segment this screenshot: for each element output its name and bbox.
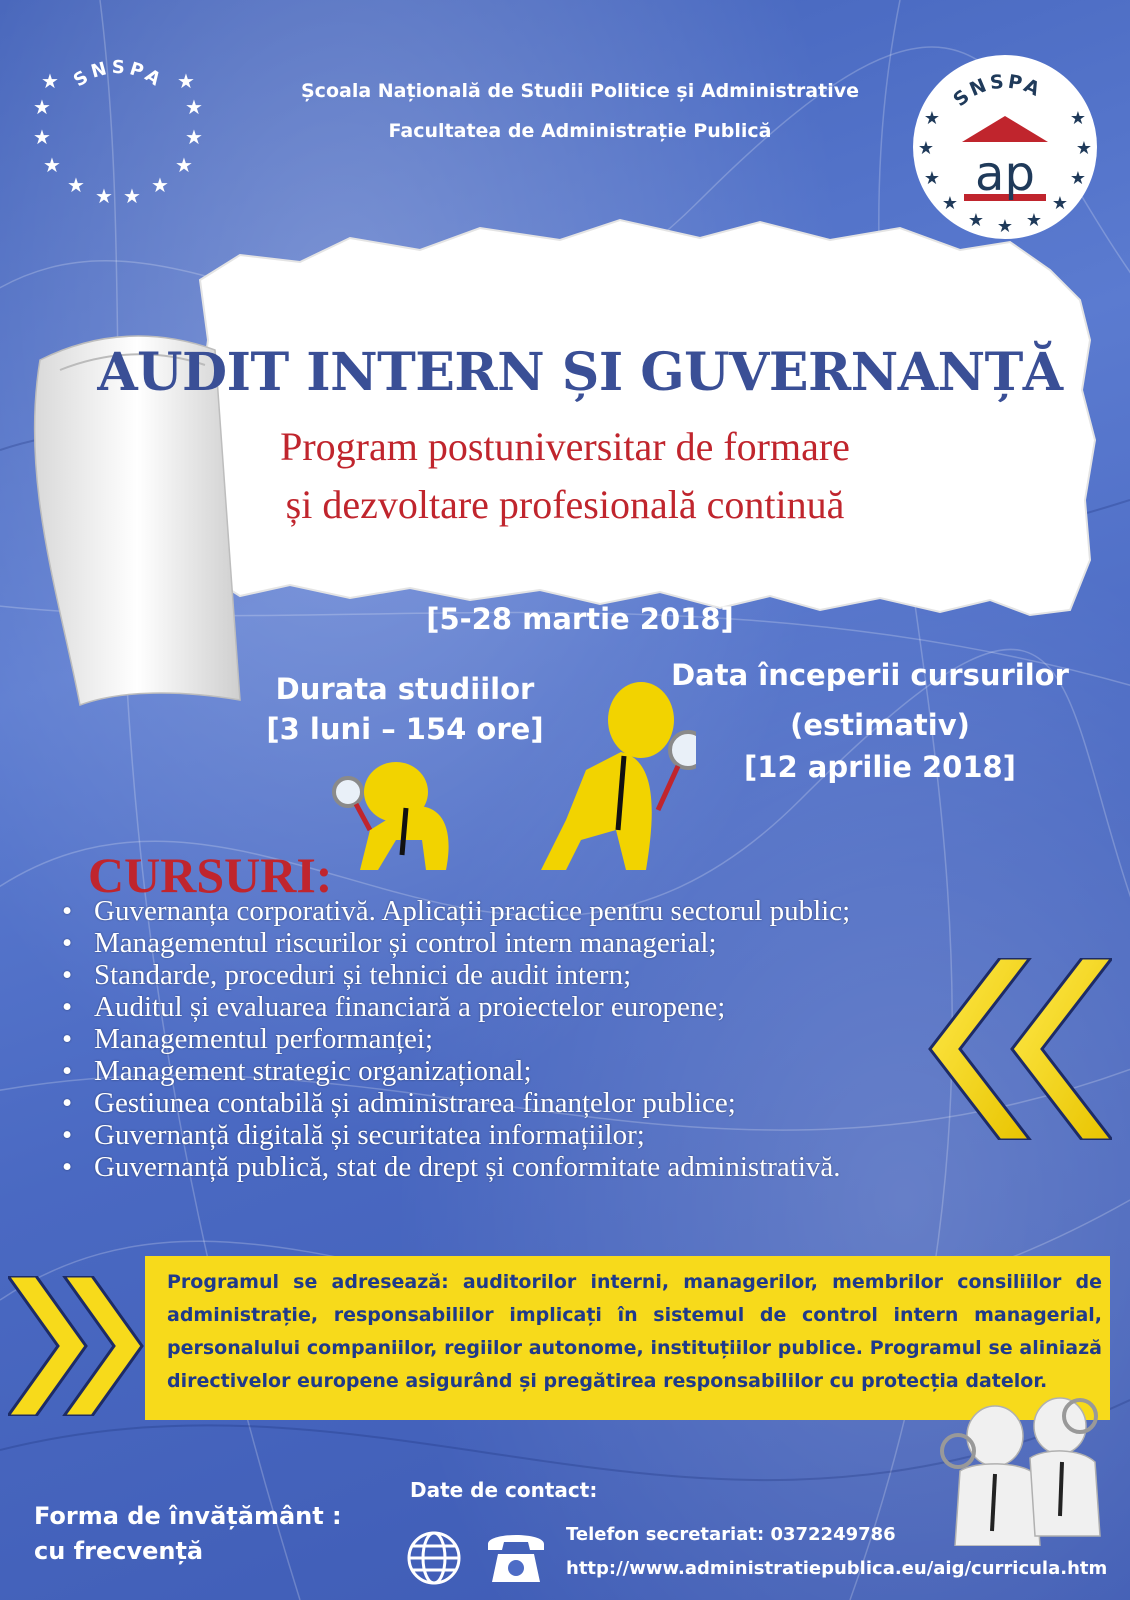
- globe-icon: [406, 1530, 462, 1586]
- figure-large-icon: [541, 682, 696, 870]
- svg-text:★: ★: [1069, 168, 1087, 189]
- course-item: • Auditul și evaluarea financiară a proiectelor europene;: [62, 991, 726, 1023]
- chevrons-left-decoration-icon: [912, 958, 1112, 1140]
- svg-text:★: ★: [123, 184, 141, 208]
- figure-small-icon: [334, 762, 449, 870]
- start-date-value: [12 aprilie 2018]: [744, 750, 1016, 784]
- svg-text:★: ★: [95, 184, 113, 208]
- contact-heading: Date de contact:: [410, 1478, 598, 1502]
- svg-text:★: ★: [185, 95, 203, 119]
- audience-text: Programul se adresează: auditorilor interni, managerilor, membrilor consiliilor de administrație, responsabililor implicați în sistemul de control intern managerial, personalului companiilor, regiilor autonome, instituțiilor publice. Programul se aliniază directivelor europene asigurând și pregătirea responsabililor cu protecția datelor.: [167, 1271, 1102, 1392]
- svg-text:★: ★: [1075, 138, 1093, 159]
- duration-value: [3 luni – 154 ore]: [266, 712, 544, 746]
- svg-text:SNSPA: SNSPA: [69, 56, 168, 93]
- logo-left: [28, 40, 208, 220]
- svg-text:★: ★: [1051, 193, 1069, 214]
- svg-text:★: ★: [923, 168, 941, 189]
- snspa-ap-logo-icon: [912, 54, 1098, 240]
- subtitle-line-2: și dezvoltare profesională continuă: [285, 482, 845, 527]
- phone-icon: [484, 1526, 548, 1586]
- svg-text:★: ★: [175, 153, 193, 177]
- svg-text:★: ★: [43, 153, 61, 177]
- institution-name: Școala Națională de Studii Politice și Administrative: [301, 80, 859, 102]
- svg-text:★: ★: [151, 173, 169, 197]
- svg-text:★: ★: [41, 69, 59, 93]
- course-item: • Standarde, proceduri și tehnici de audit intern;: [62, 959, 632, 991]
- svg-text:★: ★: [941, 193, 959, 214]
- course-item: • Gestiunea contabilă și administrarea finanțelor publice;: [62, 1087, 736, 1119]
- svg-text:★: ★: [923, 108, 941, 129]
- website-link[interactable]: http://www.administratiepublica.eu/aig/curricula.htm: [566, 1558, 1108, 1579]
- course-item: • Managementul performanței;: [62, 1023, 434, 1055]
- svg-text:★: ★: [67, 173, 85, 197]
- study-form-label: Forma de învățământ :: [34, 1502, 342, 1530]
- logo-right: [912, 54, 1098, 240]
- course-item: • Guvernanță digitală și securitatea informațiilor;: [62, 1119, 645, 1151]
- courses-heading: CURSURI:: [88, 847, 333, 903]
- svg-text:★: ★: [33, 95, 51, 119]
- eu-stars-ring-icon: [28, 40, 208, 220]
- svg-text:★: ★: [967, 210, 985, 231]
- subtitle-line-1: Program postuniversitar de formare: [280, 424, 850, 469]
- study-form-value: cu frecvență: [34, 1537, 204, 1565]
- faculty-name: Facultatea de Administrație Publică: [388, 120, 772, 142]
- duration-label: Durata studiilor: [275, 672, 535, 706]
- svg-text:SNSPA: SNSPA: [949, 70, 1046, 112]
- auditor-figures-illustration: [326, 680, 696, 880]
- svg-text:★: ★: [1069, 108, 1087, 129]
- svg-text:★: ★: [177, 69, 195, 93]
- white-figures-illustration: [930, 1396, 1120, 1546]
- svg-text:★: ★: [185, 125, 203, 149]
- phone-number: Telefon secretariat: 0372249786: [566, 1524, 896, 1545]
- start-date-note: (estimativ): [790, 708, 970, 742]
- svg-text:ap: ap: [975, 146, 1035, 202]
- svg-text:★: ★: [996, 216, 1014, 237]
- course-item: • Guvernanță publică, stat de drept și conformitate administrativă.: [62, 1151, 841, 1183]
- course-item: • Management strategic organizațional;: [62, 1055, 532, 1087]
- course-item: • Guvernanța corporativă. Aplicații practice pentru sectorul public;: [62, 895, 851, 927]
- enrollment-label: Înscrieri: [512, 562, 648, 596]
- enrollment-dates: [5-28 martie 2018]: [426, 602, 734, 636]
- svg-text:★: ★: [33, 125, 51, 149]
- chevrons-right-decoration-icon: [8, 1276, 148, 1416]
- program-title: AUDIT INTERN ȘI GUVERNANȚĂ: [97, 342, 1063, 403]
- start-date-label: Data începerii cursurilor: [671, 658, 1069, 692]
- svg-text:★: ★: [1025, 210, 1043, 231]
- svg-text:★: ★: [917, 138, 935, 159]
- course-item: • Managementul riscurilor și control intern managerial;: [62, 927, 717, 959]
